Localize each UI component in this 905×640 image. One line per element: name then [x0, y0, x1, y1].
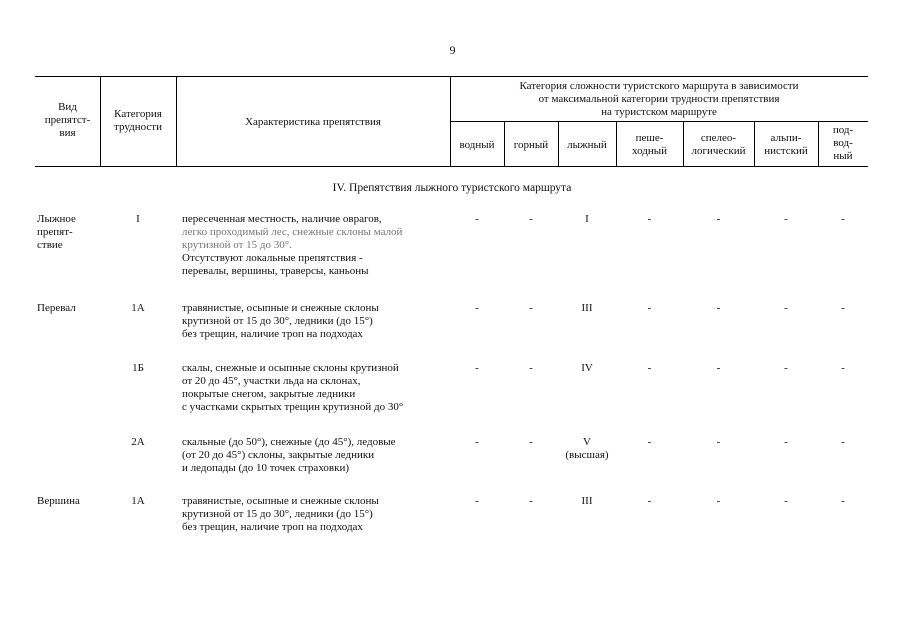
header-category: Категория трудности	[114, 108, 162, 133]
row-description: скалы, снежные и осыпные склоны крутизной от 20 до 45°, участки льда на склонах, покрытые снегом, закрытые ледники с участками скрытых трещин крутизной до 30°	[182, 362, 404, 413]
row-value: I	[585, 213, 589, 225]
table-top-border	[35, 76, 868, 77]
row-value: -	[784, 213, 788, 225]
row-description: пересеченная местность, наличие оврагов, легко проходимый лес, снежные склоны малой крутизной от 15 до 30°. Отсутствуют локальные препятствия - перевалы, вершины, траверсы, каньоны	[182, 213, 403, 277]
row-value: -	[647, 213, 652, 225]
row-category: 1Б	[132, 362, 144, 374]
row-value: III	[581, 495, 593, 507]
header-group: Категория сложности туристского маршрута в зависимости от максимальной категории трудности препятствия на туристском маршруте	[519, 80, 799, 118]
row-value: -	[475, 362, 479, 374]
row-type: Лыжное препят- ствие	[37, 213, 76, 251]
table-header-bottom-border	[35, 166, 868, 167]
row-description: скальные (до 50°), снежные (до 45°), ледовые (от 20 до 45°) склоны, закрытые ледники и ледопады (до 10 точек страховки)	[182, 436, 396, 474]
row-value: -	[784, 436, 788, 448]
row-category: 2А	[131, 436, 145, 448]
subheader-ski: лыжный	[567, 139, 607, 151]
row-value: IV	[581, 362, 593, 374]
row-category: 1А	[131, 495, 145, 507]
row-value: -	[784, 362, 788, 374]
row-value: -	[784, 302, 788, 314]
row-value: -	[841, 362, 845, 374]
row-value: -	[647, 436, 652, 448]
row-value: -	[529, 436, 533, 448]
row-value: -	[716, 213, 721, 225]
section-title: IV. Препятствия лыжного туристского маршрута	[332, 182, 572, 194]
row-value: -	[647, 495, 652, 507]
header-characteristic: Характеристика препятствия	[245, 116, 381, 128]
row-value: -	[475, 495, 479, 507]
row-value: -	[529, 362, 533, 374]
row-description: травянистые, осыпные и снежные склоны крутизной от 15 до 30°, ледники (до 15°) без трещин, наличие троп на подходах	[182, 495, 379, 533]
row-value: III	[581, 302, 593, 314]
subheader-mountain: горный	[513, 139, 549, 151]
row-value: -	[529, 302, 533, 314]
row-type: Вершина	[37, 495, 80, 507]
row-value: -	[841, 495, 845, 507]
subheader-underwater: под- вод- ный	[832, 124, 854, 162]
row-value: -	[841, 436, 845, 448]
subheader-speleo: спелео- логический	[691, 132, 746, 157]
row-value: -	[529, 213, 533, 225]
table-subheader-border	[450, 121, 868, 122]
row-value: -	[716, 495, 721, 507]
row-value: -	[716, 436, 721, 448]
subheader-hiking: пеше- ходный	[631, 132, 668, 157]
row-type: Перевал	[37, 302, 76, 314]
row-value: -	[841, 213, 845, 225]
header-type: Вид препятст- вия	[44, 101, 91, 139]
row-category: I	[136, 213, 140, 225]
row-value: -	[475, 436, 479, 448]
row-description: травянистые, осыпные и снежные склоны крутизной от 15 до 30°, ледники (до 15°) без трещин, наличие троп на подходах	[182, 302, 379, 340]
row-value: -	[475, 213, 479, 225]
row-value: -	[784, 495, 788, 507]
row-value: -	[647, 362, 652, 374]
subheader-water: водный	[459, 139, 495, 151]
row-category: 1А	[131, 302, 145, 314]
row-value: -	[841, 302, 845, 314]
row-value: -	[475, 302, 479, 314]
row-value: V (высшая)	[565, 436, 609, 461]
row-value: -	[716, 362, 721, 374]
row-value: -	[647, 302, 652, 314]
row-value: -	[529, 495, 533, 507]
row-value: -	[716, 302, 721, 314]
page-number: 9	[449, 43, 456, 57]
subheader-alpine: альпи- нистский	[764, 132, 808, 157]
